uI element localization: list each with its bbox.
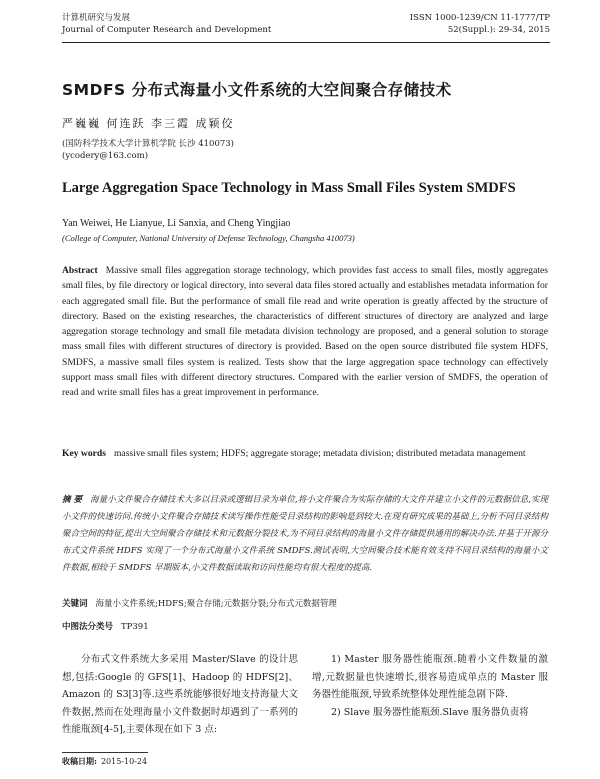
body-column-right	[312, 651, 548, 721]
keywords-en-label: Key words	[62, 448, 106, 459]
abstract-cn-text: 海量小文件聚合存储技术大多以目录或逻辑目录为单位,将小文件聚合为实际存储的大文件并建立小文件的元数据信息,实现小文件的快速访问.传统小文件聚合存储技术读写操作性能受目录结构的影响是到较大.在现有研究成果的基础上,分析不同目录结构聚合空间的特征,提出大空间聚合存储技术和元数据分裂技术,为不同目录结构的海量小文件存储提供通用的解决办法.并基于开源分布式文件系统 HDFS 实现了一个分布式海量小文件系统 SMDFS.测试表明,大空间聚合技术能有效支持不同目录结构的海量小文件数据,相较于 SMDFS 早期版本,小文件数据读取和访问性能均有很大程度的提高.	[62, 495, 548, 573]
header-issn: ISSN 1000-1239/CN 11-1777/TP	[409, 13, 550, 23]
abstract-cn	[62, 492, 548, 577]
title-cn: SMDFS 分布式海量小文件系统的大空间聚合存储技术	[62, 81, 452, 99]
keywords-cn	[62, 597, 548, 611]
affiliation-en: (College of Computer, National University of Defense Technology, Changsha 410073)	[62, 233, 355, 243]
footnote-text: 2015-10-24	[100, 757, 148, 766]
body-paragraph: 2) Slave 服务器性能瓶颈.Slave 服务器负责将	[331, 706, 529, 718]
body-column-left: 分布式文件系统大多采用 Master/Slave 的设计思想,包括:Google 的 GFS[1]、Hadoop 的 HDFS[2]、Amazon 的 S3[3]等.这些系统能够很好地支持海量大文件数据,然而在处理海量小文件数据时却遇到了一系列的性能瓶颈[4-5],主要体现在如下 3 点:	[62, 654, 298, 735]
affiliation-cn: (国防科学技术大学计算机学院 长沙 410073)	[62, 139, 234, 149]
header-journal-cn: 计算机研究与发展	[62, 13, 131, 23]
running-header	[62, 8, 550, 43]
keywords-en	[62, 446, 548, 461]
footnote-label: 收稿日期:	[62, 756, 97, 766]
header-issue-info	[410, 12, 550, 36]
abstract-cn-label: 摘 要	[62, 495, 83, 505]
clc-number	[62, 620, 149, 632]
abstract-en	[62, 263, 548, 401]
keywords-cn-text: 海量小文件系统;HDFS;聚合存储;元数据分裂;分布式元数据管理	[95, 599, 337, 609]
authors-en: Yan Weiwei, He Lianyue, Li Sanxia, and Cheng Yingjiao	[62, 218, 291, 229]
keywords-cn-label: 关键词	[62, 599, 88, 609]
body-paragraph: 1) Master 服务器性能瓶颈.随着小文件数量的激增,元数据量也快速增长,很容易造成单点的 Master 服务器性能瓶颈,导致系统整体处理性能急剧下降.	[312, 654, 548, 700]
footnote-received-date	[62, 756, 147, 767]
keywords-en-text: massive small files system; HDFS; aggregate storage; metadata division; distributed metadata management	[113, 448, 526, 459]
clc-text: TP391	[121, 622, 149, 632]
header-issue: 52(Suppl.): 29-34, 2015	[447, 25, 550, 35]
title-en: Large Aggregation Space Technology in Mass Small Files System SMDFS	[62, 180, 516, 196]
header-journal	[62, 12, 271, 36]
abstract-en-text: Massive small files aggregation storage technology, which provides fast access to small files, mostly aggregates small files, by file directory or logical directory, into several data files stored actually and establishes metadata information for each aggregated small file. But the performance of small file read and write operation is greatly affected by the structure of directory. Based on the existing researches, the characteristics of different structures of directory are analyzed and large aggregation storage technology and small file metadata division technology are proposed, and a general solution to storage mass small files with different structures of directory is provided. Based on the open source distributed file system HDFS, SMDFS, a massive small files system is realized. Tests show that the large aggregation space technology can effectively support mass small files with different directory structures. Compared with the earlier version of SMDFS, the operation of read and write small files has a great improvement in performance.	[62, 265, 548, 399]
clc-label: 中图法分类号	[62, 622, 114, 632]
header-journal-en: Journal of Computer Research and Development	[62, 25, 272, 35]
authors-cn: 严巍巍 何连跃 李三霞 成颖佼	[62, 117, 235, 130]
footnote-rule	[62, 752, 148, 753]
author-email: (ycodery@163.com)	[62, 151, 149, 161]
abstract-en-label: Abstract	[62, 265, 98, 276]
